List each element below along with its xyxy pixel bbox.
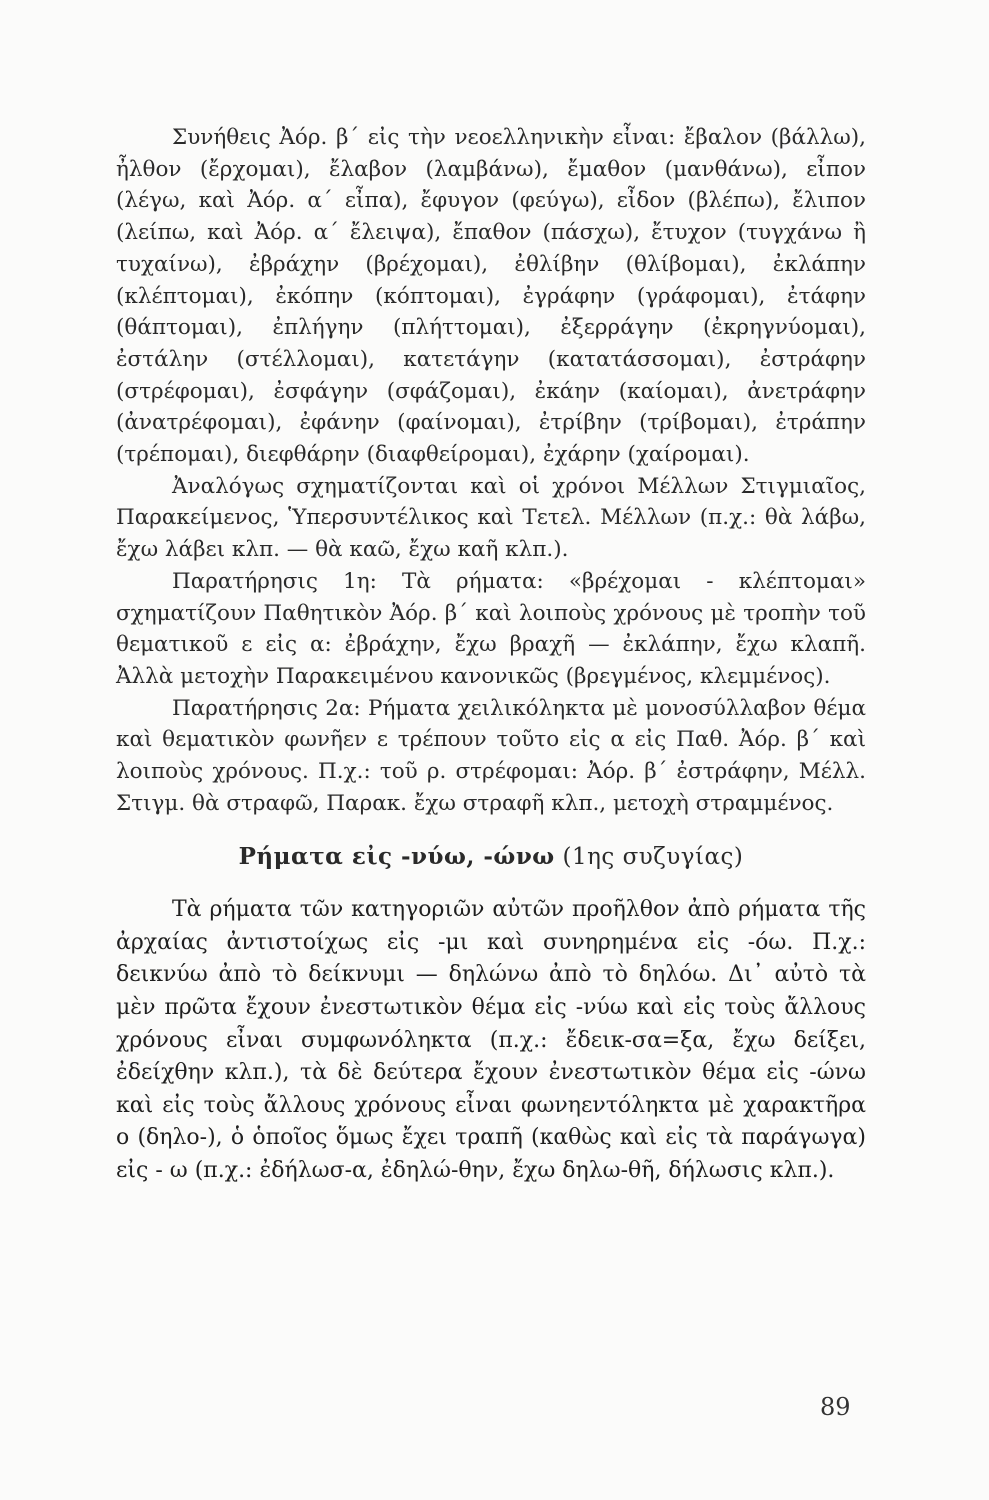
page-body [116,122,866,1188]
paragraph-analogous-tenses: Ἀναλόγως σχηματίζονται καὶ οἱ χρόνοι Μέλλων Στιγμιαῖος, Παρακείμενος, Ὑπερσυντέλικος καὶ Τετελ. Μέλλων (π.χ.: θὰ λάβω, ἔχω λάβει κλπ. — θὰ καῶ, ἔχω καῆ κλπ.). [116,473,866,563]
section-heading-title: Ρήματα εἰς -νύω, -ώνω [238,843,555,871]
section-heading [116,841,866,874]
section-heading-subtitle: (1ης συζυγίας) [562,844,744,871]
paragraph-remark-1: Παρατήρησις 1η: Τὰ ρήματα: «βρέχομαι - κλέπτομαι» σχηματίζουν Παθητικὸν Ἀόρ. β΄ καὶ λοιποὺς χρόνους μὲ τροπὴν τοῦ θεματικοῦ ε εἰς α: ἐβράχην, ἔχω βραχῆ — ἐκλάπην, ἔχω κλαπῆ. Ἀλλὰ μετοχὴν Παρακειμένου κανονικῶς (βρεγμένος, κλεμμένος). [116,568,866,689]
paragraph-remark-2: Παρατήρησις 2α: Ρήματα χειλικόληκτα μὲ μονοσύλλαβον θέμα καὶ θεματικὸν φωνῆεν ε τρέπουν τοῦτο εἰς α εἰς Παθ. Ἀόρ. β΄ καὶ λοιποὺς χρόνους. Π.χ.: τοῦ ρ. στρέφομαι: Ἀόρ. β΄ ἐστράφην, Μέλλ. Στιγμ. θὰ στραφῶ, Παρακ. ἔχω στραφῆ κλπ., μετοχὴ στραμμένος. [116,695,866,816]
paragraph-aorist-list: Συνήθεις Ἀόρ. β΄ εἰς τὴν νεοελληνικὴν εἶναι: ἔβαλον (βάλλω), ἦλθον (ἔρχομαι), ἔλαβον (λαμβάνω), ἔμαθον (μανθάνω), εἶπον (λέγω, καὶ Ἀόρ. α΄ εἶπα), ἔφυγον (φεύγω), εἶδον (βλέπω), ἔλιπον (λείπω, καὶ Ἀόρ. α΄ ἔλειψα), ἔπαθον (πάσχω), ἔτυχον (τυγχάνω ἢ τυχαίνω), ἐβράχην (βρέχομαι), ἐθλίβην (θλίβομαι), ἐκλάπην (κλέπτομαι), ἐκόπην (κόπτομαι), ἐγράφην (γράφομαι), ἐτάφην (θάπτομαι), ἐπλήγην (πλήττομαι), ἐξερράγην (ἐκρηγνύομαι), ἐστάλην (στέλλομαι), κατετάγην (κατατάσσομαι), ἐστράφην (στρέφομαι), ἐσφάγην (σφάζομαι), ἐκάην (καίομαι), ἀνετράφην (ἀνατρέφομαι), ἐφάνην (φαίνομαι), ἐτρίβην (τρίβομαι), ἐτράπην (τρέπομαι), διεφθάρην (διαφθείρομαι), ἐχάρην (χαίρομαι). [116,125,866,468]
page-number: 89 [820,1393,851,1421]
paragraph-nyo-ono-verbs: Τὰ ρήματα τῶν κατηγοριῶν αὐτῶν προῆλθον ἀπὸ ρήματα τῆς ἀρχαίας ἀντιστοίχως εἰς -μι καὶ συνηρημένα εἰς -όω. Π.χ.: δεικνύω ἀπὸ τὸ δείκνυμι — δηλώνω ἀπὸ τὸ δηλόω. Δι᾽ αὐτὸ τὰ μὲν πρῶτα ἔχουν ἐνεστωτικὸν θέμα εἰς -νύω καὶ εἰς τοὺς ἄλλους χρόνους εἶναι συμφωνόληκτα (π.χ.: ἔδεικ-σα=ξα, ἔχω δείξει, ἐδείχθην κλπ.), τὰ δὲ δεύτερα ἔχουν ἐνεστωτικὸν θέμα εἰς -ώνω καὶ εἰς τοὺς ἄλλους χρόνους εἶναι φωνηεντόληκτα μὲ χαρακτῆρα ο (δηλο-), ὁ ὁποῖος ὅμως ἔχει τραπῆ (καθὼς καὶ εἰς τὰ παράγωγα) εἰς - ω (π.χ.: ἐδήλωσ-α, ἐδηλώ-θην, ἔχω δηλω-θῆ, δήλωσις κλπ.). [116,897,866,1183]
